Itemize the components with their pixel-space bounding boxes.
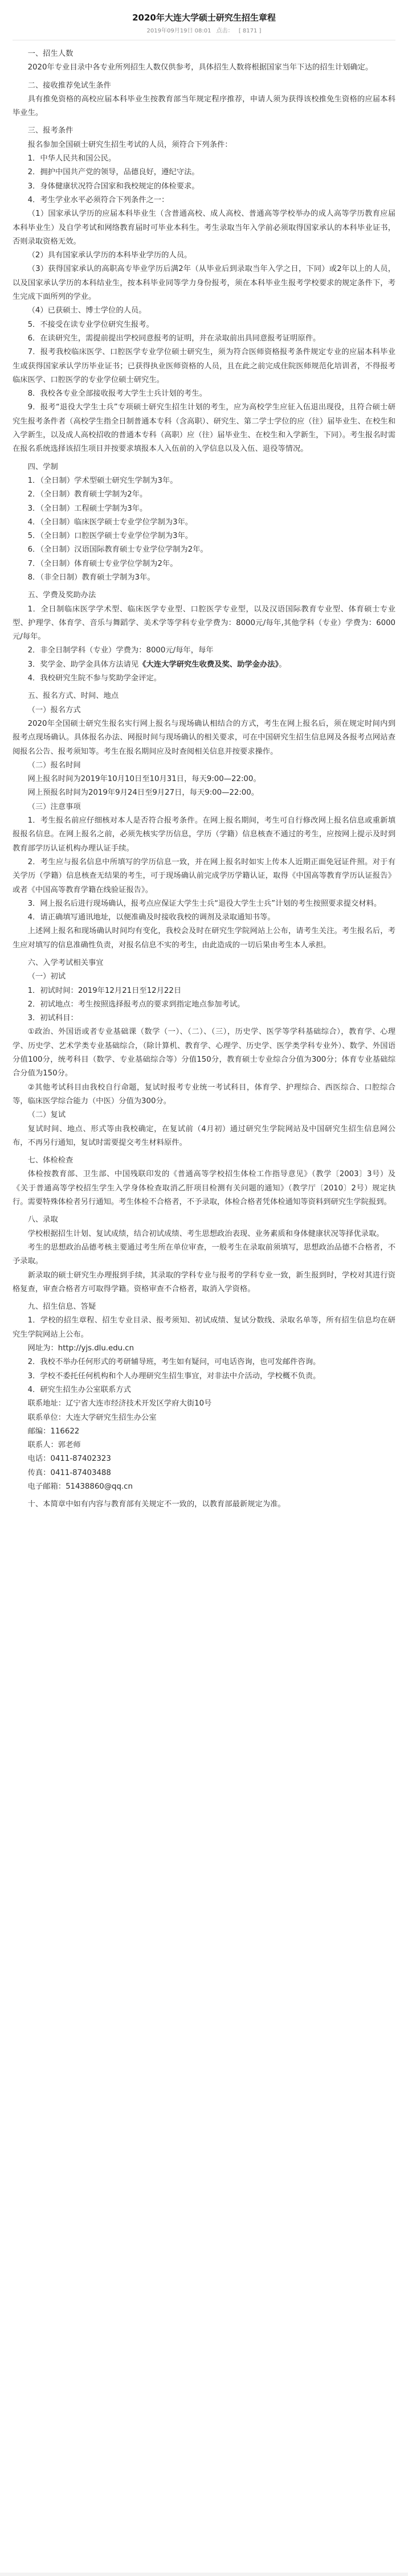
paragraph: 邮编：116622 [27,1427,80,1436]
paragraph: 3．身体健康状况符合国家和我校规定的体检要求。 [27,182,199,191]
paragraph: 5．（全日制）口腔医学硕士专业学位学制为3年。 [27,532,193,541]
paragraph: 一、招生人数 [27,50,74,58]
paragraph: 八、录取 [27,1215,58,1225]
paragraph: 传真：0411-87403488 [27,1468,111,1477]
paragraph: 8．（非全日制）教育硕士学制为3年。 [27,573,155,582]
paragraph: ②其他考试科目由我校自行命题，复试时报考专业统一考试科目，体育学、护理综合、西医综合、口腔综合等，临床医学综合能力（中医）分值为300分。 [13,1083,395,1106]
paragraph: 联系地址：辽宁省大连市经济技术开发区学府大街10号 [27,1399,212,1408]
paragraph: 电话：0411-87402323 [27,1455,111,1464]
paragraph: 网上报名时间为2019年10月10日至10月31日，每天9:00—22:00。 [27,775,261,784]
paragraph: 九、招生信息、答疑 [27,1303,96,1312]
page-title: 2020年大连大学硕士研究生招生章程 [132,13,276,23]
paragraph: 2．初试地点：考生按照选择报考点的要求到指定地点参加考试。 [27,1000,245,1009]
paragraph: 1．（全日制）学术型硕士研究生学制为3年。 [27,476,178,485]
paragraph: 联系单位：大连大学研究生招生办公室 [27,1413,157,1422]
paragraph: 3．（全日制）工程硕士学制为3年。 [27,504,148,513]
paragraph: （1）国家承认学历的应届本科毕业生（含普通高校、成人高校、普通高等学校举办的成人高等学历教育应届本科毕业生）及自学考试和网络教育届时可毕业本科生。考生录取当年入学前必须取得国家承认的本科毕业证书，否则录取资格无效。 [13,209,395,246]
paragraph: 五、学费及奖助办法 [27,591,96,600]
paragraph: 3．学校不委托任何机构和个人办理研究生招生事宜，对非法中介活动，学校概不负责。 [27,1371,321,1381]
paragraph: 3．网上报名后进行现场确认，报考点应保证大学生士兵“退役大学生士兵”计划的考生按照要求提交材料。 [27,899,382,908]
paragraph: 四、学制 [27,462,58,471]
paragraph: ①政治、外国语或者专业基础课（数学（一）、（二）、（三），历史学、医学等学科基础综合），教育学、心理学、历史学、艺术学类专业基础综合，（除计算机、教育学、心理学、历史学、医学类学科专业外）、数学、外国语分值100分，统考科目（数学、专业基础综合等）分值150分，教育硕士专业综合分值为300分；体育专业基础综合分值为150分。 [13,1028,395,1078]
paragraph: （3）获得国家承认的高职高专毕业学历后满2年（从毕业后到录取当年入学之日，下同）或2年以上的人员，以及国家承认学历的本科结业生，按本科毕业同等学力身份报考，须在本科毕业生报考学校要求的规定条件下，考生完成下面所列的学业。 [13,265,395,302]
paragraph: 上述网上报名和现场确认时间均有变化，我校会及时在研究生学院网站上公布，请考生关注。考生报名后，考生应对填写的信息准确性负责，对报名信息不实的考生，由此造成的一切后果由考生本人承担。 [13,927,395,950]
paragraph: 7．（全日制）体育硕士专业学位学制为2年。 [27,559,178,568]
paragraph: 2．拥护中国共产党的领导，品德良好，遵纪守法。 [27,168,199,177]
paragraph: 4．研究生招生办公室联系方式 [27,1385,131,1394]
paragraph: 报名参加全国硕士研究生招生考试的人员，须符合下列条件： [27,140,232,149]
footer-strip [0,2573,408,2576]
paragraph: 电子邮箱：51438860@qq.cn [27,1482,133,1491]
paragraph: （二）报名时间 [27,761,81,770]
paragraph: 联系人：郭老师 [27,1441,81,1450]
paragraph: （三）注意事项 [27,802,81,811]
paragraph: 4．考生学业水平必须符合下列条件之一： [27,195,169,204]
paragraph: 考生的思想政治品德考核主要通过考生所在单位审查，一般考生在录取前须填写，思想政治品德不合格者，不予录取。 [13,1243,395,1266]
paragraph: 3．初试科目： [27,1014,78,1023]
paragraph: 2020年专业目录中各专业所列招生人数仅供参考，具体招生人数将根据国家当年下达的招生计划确定。 [27,63,373,72]
clicks-count: [ 8171 ] [238,28,262,34]
paragraph: 1．全日制临床医学学术型、临床医学专业型、口腔医学专业型，以及汉语国际教育专业型、体育硕士专业型、护理学、体育学、音乐与舞蹈学、美术学等学科专业学费为：8000元/每年,其他学科（专业）学费为：6000元/每年。 [13,605,395,642]
paragraph: 3．奖学金、助学金具体方法请见《大连大学研究生收费及奖、助学金办法》。 [27,660,287,669]
paragraph: 2．（全日制）教育硕士学制为2年。 [27,490,148,499]
paragraph: 4．（全日制）临床医学硕士专业学位学制为3年。 [27,517,193,527]
paragraph: 4．请正确填写通讯地址，以便准确及时接收我校的调剂及录取通知书等。 [27,913,275,922]
paragraph: 二、接收推荐免试生条件 [27,81,111,90]
paragraph: 七、体检检查 [27,1156,74,1165]
paragraph: 2．我校不举办任何形式的考研辅导班，考生如有疑问，可电话咨询，也可发邮件咨询。 [27,1358,321,1367]
paragraph: （一）初试 [27,972,66,981]
clicks-label: 点击： [216,28,234,34]
paragraph: 1．初试时间：2019年12月21日至12月22日 [27,986,182,995]
bold-reference[interactable]: 《大连大学研究生收费及奖、助学金办法》 [138,660,279,669]
paragraph: 9．报考“退役大学生士兵”专项硕士研究生招生计划的考生，应为高校学生应征入伍退出现役，且符合硕士研究生报考条件者（高校学生指全日制普通本专科（含高职）、研究生、第二学士学位的应（往）届毕业生、在校生和入学新生，以及成人高校招收的普通本专科（高职）应（往）届毕业生、在校生和入学新生，下同）。考生报名时需在报名系统选择该招生项目并按要求填报本人入伍前的入学信息以及入伍、退役等情况。 [13,403,395,454]
paragraph: 十、本简章中如有内容与教育部有关规定不一致的，以教育部最新规定为准。 [27,1500,285,1509]
paragraph: 8．我校各专业全部接收报考大学生士兵计划的考生。 [27,389,207,398]
paragraph: 具有推免资格的高校应届本科毕业生按教育部当年规定程序推荐，申请人须为获得该校推免生资格的应届本科毕业生。 [13,95,395,118]
paragraph: 2020年全国硕士研究生报名实行网上报名与现场确认相结合的方式，考生在网上报名后，须在规定时间内到报考点现场确认。具体报名办法、网报时间与现场确认的相关要求，可在中国研究生招生信息网及各报考点网站查阅报名公告、报考须知等。考生在报名期间应及时查阅相关信息并按要求操作。 [13,719,395,756]
paragraph: 六、入学考试相关事宜 [27,959,104,967]
paragraph: 新录取的硕士研究生办理报到手续，其录取的学科专业与报考的学科专业一致，新生报到时，学校对其进行资格复查，审查合格者方可取得学籍。资格审查不合格者，取消入学资格。 [13,1271,395,1293]
paragraph: （二）复试 [27,1111,66,1120]
paragraph: 6．在读研究生，需提前提出学校同意报考的证明，并在录取前出具同意报考证明原件。 [27,334,321,343]
paragraph: 网址为：http://yjs.dlu.edu.cn [27,1344,134,1353]
paragraph: （2）具有国家承认学历的本科毕业学历的人员。 [27,251,192,260]
paragraph: 五、报名方式、时间、地点 [27,692,119,701]
paragraph: 复试时间、地点、形式等由我校确定，在复试前（4月初）通过研究生学院网站及中国研究生招生信息网公布，不再另行通知，复试时需要提交考生材料原件。 [13,1124,395,1147]
paragraph: 4．我校研究生院不参与奖助学金评定。 [27,674,162,683]
article-body [13,47,395,1512]
paragraph: 学校根据招生计划、复试成绩，结合初试成绩、考生思想政治表现、业务素质和身体健康状况等择优录取。 [27,1229,384,1238]
paragraph: 1．中华人民共和国公民。 [27,154,116,163]
paragraph: 2．非全日制学科（专业）学费为：8000元/每年，每年 [27,646,214,655]
paragraph: 6．（全日制）汉语国际教育硕士专业学位学制为2年。 [27,545,208,554]
paragraph: （4）已获硕士、博士学位的人员。 [27,306,146,315]
paragraph: 体检按教育部、卫生部、中国残联印发的《普通高等学校招生体检工作指导意见》（教学〔2003〕3号）及《关于普通高等学校招生学生入学身体检查取消乙肝项目检测有关问题的通知》（教学厅〔2010〕2号）规定执行。需要特殊体检者另行通知。考生体检不合格者，不予录取，体检合格者凭体检通知等资料到研究生学院报到。 [13,1170,395,1207]
paragraph: 7．报考我校临床医学、口腔医学专业学位硕士研究生，须为符合医师资格报考条件规定专业的应届本科毕业生或获得国家承认学历毕业证书；已获得执业医师资格的人员，且在此之前完成住院医师规范化培训者，不得报考临床医学、口腔医学的专业学位硕士研究生。 [13,348,395,384]
paragraph: 1．学校的招生章程、招生专业目录、报考须知、初试成绩、复试分数线、录取名单等，所有招生信息均在研究生学院网站上公布。 [13,1316,395,1339]
article-meta [13,26,395,34]
paragraph: 网上预报名时间为2019年9月24日至9月27日，每天9:00—22:00。 [27,788,259,798]
publish-date: 2019年09月19日 08:01 [146,28,211,34]
paragraph: 5．不接受在读专业学位研究生报考。 [27,320,154,329]
paragraph: （一）报名方式 [27,705,81,714]
paragraph: 三、报考条件 [27,126,74,135]
paragraph: 2．考生应与报名信息中所填写的学历信息一致，并在网上报名时如实上传本人近期正面免冠证件照。对于有关学历（学籍）信息核查无结果的考生，可于现场确认前完成学历学籍认证，取得《中国高等教育学历认证报告》或者《中国高等教育学籍在线验证报告》。 [13,857,395,894]
paragraph: 1．考生报名前应仔细核对本人是否符合报考条件。在网上报名期间，考生可自行修改网上报名信息或重新填报报名信息。在网上报名之前，必须先核实学历信息，学历（学籍）信息核查不通过的考生，应按网上提示及时到教育部学历认证机构办理认证手续。 [13,816,395,853]
